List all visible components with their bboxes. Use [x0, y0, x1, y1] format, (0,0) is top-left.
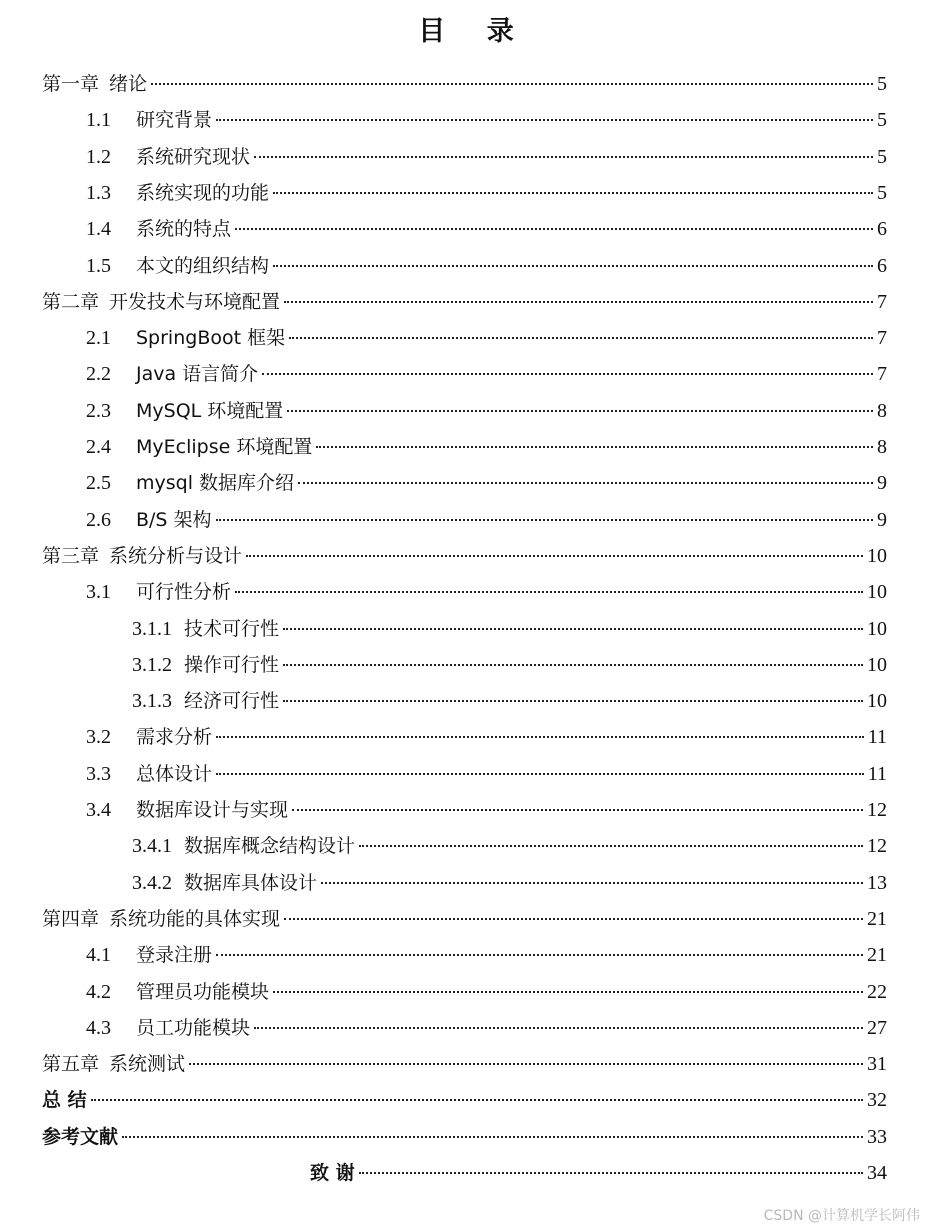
toc-entry[interactable] [86, 211, 887, 247]
toc-entry-title: 系统分析与设计 [109, 544, 243, 567]
toc-entry-number: 3.1.1 [132, 617, 172, 640]
dot-leader [283, 628, 863, 630]
toc-entry-title: MySQL 环境配置 [136, 399, 284, 422]
toc-entry-number: 2.5 [86, 472, 111, 495]
toc-entry-number: 3.4.1 [132, 835, 172, 858]
dot-leader [273, 991, 863, 993]
toc-entry-page: 10 [867, 617, 887, 640]
dot-leader [216, 736, 864, 738]
toc-entry[interactable] [132, 647, 887, 683]
toc-entry-title: 管理员功能模块 [136, 980, 270, 1003]
toc-entry[interactable] [86, 756, 887, 792]
dot-leader [91, 1099, 863, 1101]
toc-entry-number: 1.5 [86, 254, 111, 277]
toc-entry-number: 1.3 [86, 181, 111, 204]
toc-entry-number: 第四章 [42, 907, 100, 930]
dot-leader [254, 1027, 863, 1029]
toc-entry-number: 4.2 [86, 980, 111, 1003]
toc-entry-number: 第二章 [42, 290, 100, 313]
toc-entry-page: 10 [867, 544, 887, 567]
dot-leader [189, 1063, 863, 1065]
toc-entry-page: 27 [867, 1016, 887, 1039]
toc-entry[interactable] [86, 502, 887, 538]
toc-entry-page: 8 [877, 399, 887, 422]
toc-entry-number: 第一章 [42, 73, 100, 95]
toc-entry-number: 2.6 [86, 508, 111, 531]
toc-entry[interactable] [42, 66, 887, 102]
toc-entry-title: 系统测试 [109, 1053, 186, 1076]
toc-entry[interactable] [42, 284, 887, 320]
toc-entry[interactable] [86, 320, 887, 356]
toc-entry-page: 10 [867, 690, 887, 713]
toc-entry-page: 13 [867, 871, 887, 894]
toc-entry-page: 21 [867, 907, 887, 930]
toc-entry-page: 32 [867, 1089, 887, 1112]
toc-entry-title: 绪论 [109, 73, 148, 95]
toc-entry-page: 9 [877, 508, 887, 531]
toc-entry[interactable] [86, 974, 887, 1010]
dot-leader [216, 519, 873, 521]
toc-entry[interactable] [42, 1046, 887, 1082]
toc-entry-title: 操作可行性 [184, 653, 280, 676]
toc-entry-title: 参考文献 [42, 1125, 119, 1148]
toc-entry-title: mysql 数据库介绍 [136, 472, 295, 495]
toc-entry-number: 3.1.2 [132, 653, 172, 676]
toc-entry-number: 2.4 [86, 436, 111, 458]
toc-entry[interactable] [86, 248, 887, 284]
toc-entry-page: 31 [867, 1053, 887, 1076]
toc-entry-page: 9 [877, 472, 887, 495]
toc-entry[interactable] [86, 102, 887, 138]
toc-entry-title: 总体设计 [136, 762, 213, 785]
toc-entry-number: 2.3 [86, 399, 111, 422]
toc-entry-title: Java 语言简介 [136, 363, 259, 386]
toc-entry-number: 1.2 [86, 145, 111, 168]
toc-entry-title: 系统功能的具体实现 [109, 907, 281, 930]
toc-entry-title: 员工功能模块 [136, 1016, 251, 1039]
dot-leader [216, 119, 873, 121]
toc-entry-number: 3.4.2 [132, 871, 172, 894]
toc-entry-title: 需求分析 [136, 726, 213, 749]
toc-entry-title: B/S 架构 [136, 508, 212, 531]
toc-entry[interactable] [86, 719, 887, 755]
toc-entry[interactable] [132, 611, 887, 647]
toc-entry-page: 6 [877, 218, 887, 241]
toc-entry-number: 4.1 [86, 944, 111, 967]
toc-entry-page: 7 [877, 290, 887, 313]
toc-entry-number: 2.2 [86, 363, 111, 386]
toc-entry-title: 技术可行性 [184, 617, 280, 640]
dot-leader [359, 1172, 863, 1174]
dot-leader [289, 337, 873, 339]
toc-entry-page: 34 [867, 1162, 887, 1184]
toc-entry[interactable] [86, 1010, 887, 1046]
dot-leader [359, 845, 863, 847]
dot-leader [235, 591, 863, 593]
toc-entry-title: 本文的组织结构 [136, 254, 270, 277]
dot-leader [287, 410, 873, 412]
toc-entry[interactable] [86, 429, 887, 465]
toc-entry-number: 3.1 [86, 581, 111, 604]
toc-entry-number: 1.1 [86, 109, 111, 132]
toc-entry-page: 7 [877, 363, 887, 386]
toc-entry-number: 第三章 [42, 544, 100, 567]
toc-entry-title: 经济可行性 [184, 690, 280, 713]
toc-entry-page: 22 [867, 980, 887, 1003]
toc-entry-number: 2.1 [86, 327, 111, 350]
toc-entry[interactable] [86, 393, 887, 429]
dot-leader [292, 809, 863, 811]
toc-entry[interactable] [42, 538, 887, 574]
toc-entry[interactable] [86, 574, 887, 610]
toc-entry-title: 总 结 [42, 1089, 87, 1112]
toc-entry[interactable] [132, 683, 887, 719]
dot-leader [235, 228, 873, 230]
toc-entry-title: 登录注册 [136, 944, 213, 967]
dot-leader [216, 954, 863, 956]
toc-entry-title: 致 谢 [310, 1162, 355, 1184]
toc-entry[interactable] [132, 865, 887, 901]
toc-entry-number: 3.1.3 [132, 690, 172, 713]
toc-entry-page: 5 [877, 73, 887, 95]
toc-entry-page: 11 [867, 762, 887, 785]
toc-entry-page: 10 [867, 653, 887, 676]
dot-leader [283, 700, 863, 702]
toc-entry-page: 12 [867, 835, 887, 858]
toc-entry-page: 5 [877, 145, 887, 168]
toc-entry-title: MyEclipse 环境配置 [136, 436, 313, 458]
toc-entry[interactable] [42, 1119, 887, 1155]
dot-leader [273, 192, 873, 194]
toc-entry-number: 1.4 [86, 218, 111, 241]
toc-entry-page: 11 [867, 726, 887, 749]
toc-entry-number: 第五章 [42, 1053, 100, 1076]
toc-entry-page: 6 [877, 254, 887, 277]
dot-leader [316, 446, 873, 448]
toc-entry-number: 3.2 [86, 726, 111, 749]
dot-leader [321, 882, 863, 884]
toc-entry-page: 10 [867, 581, 887, 604]
toc-entry-page: 5 [877, 109, 887, 132]
toc-entry-page: 8 [877, 436, 887, 458]
toc-entry[interactable] [86, 937, 887, 973]
toc-entry[interactable] [86, 792, 887, 828]
dot-leader [254, 156, 873, 158]
toc-entry-title: SpringBoot 框架 [136, 327, 286, 350]
toc-entry-number: 3.3 [86, 762, 111, 785]
toc-entry[interactable] [310, 1155, 887, 1191]
toc-entry-title: 系统实现的功能 [136, 181, 270, 204]
toc-entry-number: 4.3 [86, 1016, 111, 1039]
toc-entry-page: 7 [877, 327, 887, 350]
dot-leader [283, 664, 863, 666]
toc-title: 目 录 [418, 16, 530, 47]
toc-entry-page: 5 [877, 181, 887, 204]
toc-entry[interactable] [86, 465, 887, 501]
toc-entry-title: 系统研究现状 [136, 145, 251, 168]
toc-entry-title: 可行性分析 [136, 581, 232, 604]
toc-entry-title: 数据库设计与实现 [136, 799, 289, 821]
toc-entry[interactable] [86, 175, 887, 211]
toc-entry[interactable] [86, 139, 887, 175]
toc-entry-title: 数据库概念结构设计 [184, 835, 356, 858]
toc-entry-title: 系统的特点 [136, 218, 232, 241]
dot-leader [284, 301, 873, 303]
toc-entry-title: 数据库具体设计 [184, 871, 318, 894]
dot-leader [151, 83, 873, 85]
csdn-watermark: CSDN @计算机学长阿伟 [763, 1208, 920, 1224]
dot-leader [273, 265, 873, 267]
toc-entry[interactable] [42, 1082, 887, 1118]
toc-entry-page: 12 [867, 799, 887, 821]
toc-entry-title: 研究背景 [136, 109, 213, 132]
dot-leader [284, 918, 863, 920]
toc-entry-number: 3.4 [86, 799, 111, 821]
dot-leader [262, 373, 873, 375]
dot-leader [122, 1136, 863, 1138]
toc-entry-title: 开发技术与环境配置 [109, 290, 281, 313]
toc-entry-page: 21 [867, 944, 887, 967]
dot-leader [216, 773, 864, 775]
toc-entry[interactable] [86, 356, 887, 392]
toc-entry[interactable] [42, 901, 887, 937]
dot-leader [246, 555, 863, 557]
toc-entry-page: 33 [867, 1125, 887, 1148]
dot-leader [298, 482, 873, 484]
toc-entry[interactable] [132, 828, 887, 864]
